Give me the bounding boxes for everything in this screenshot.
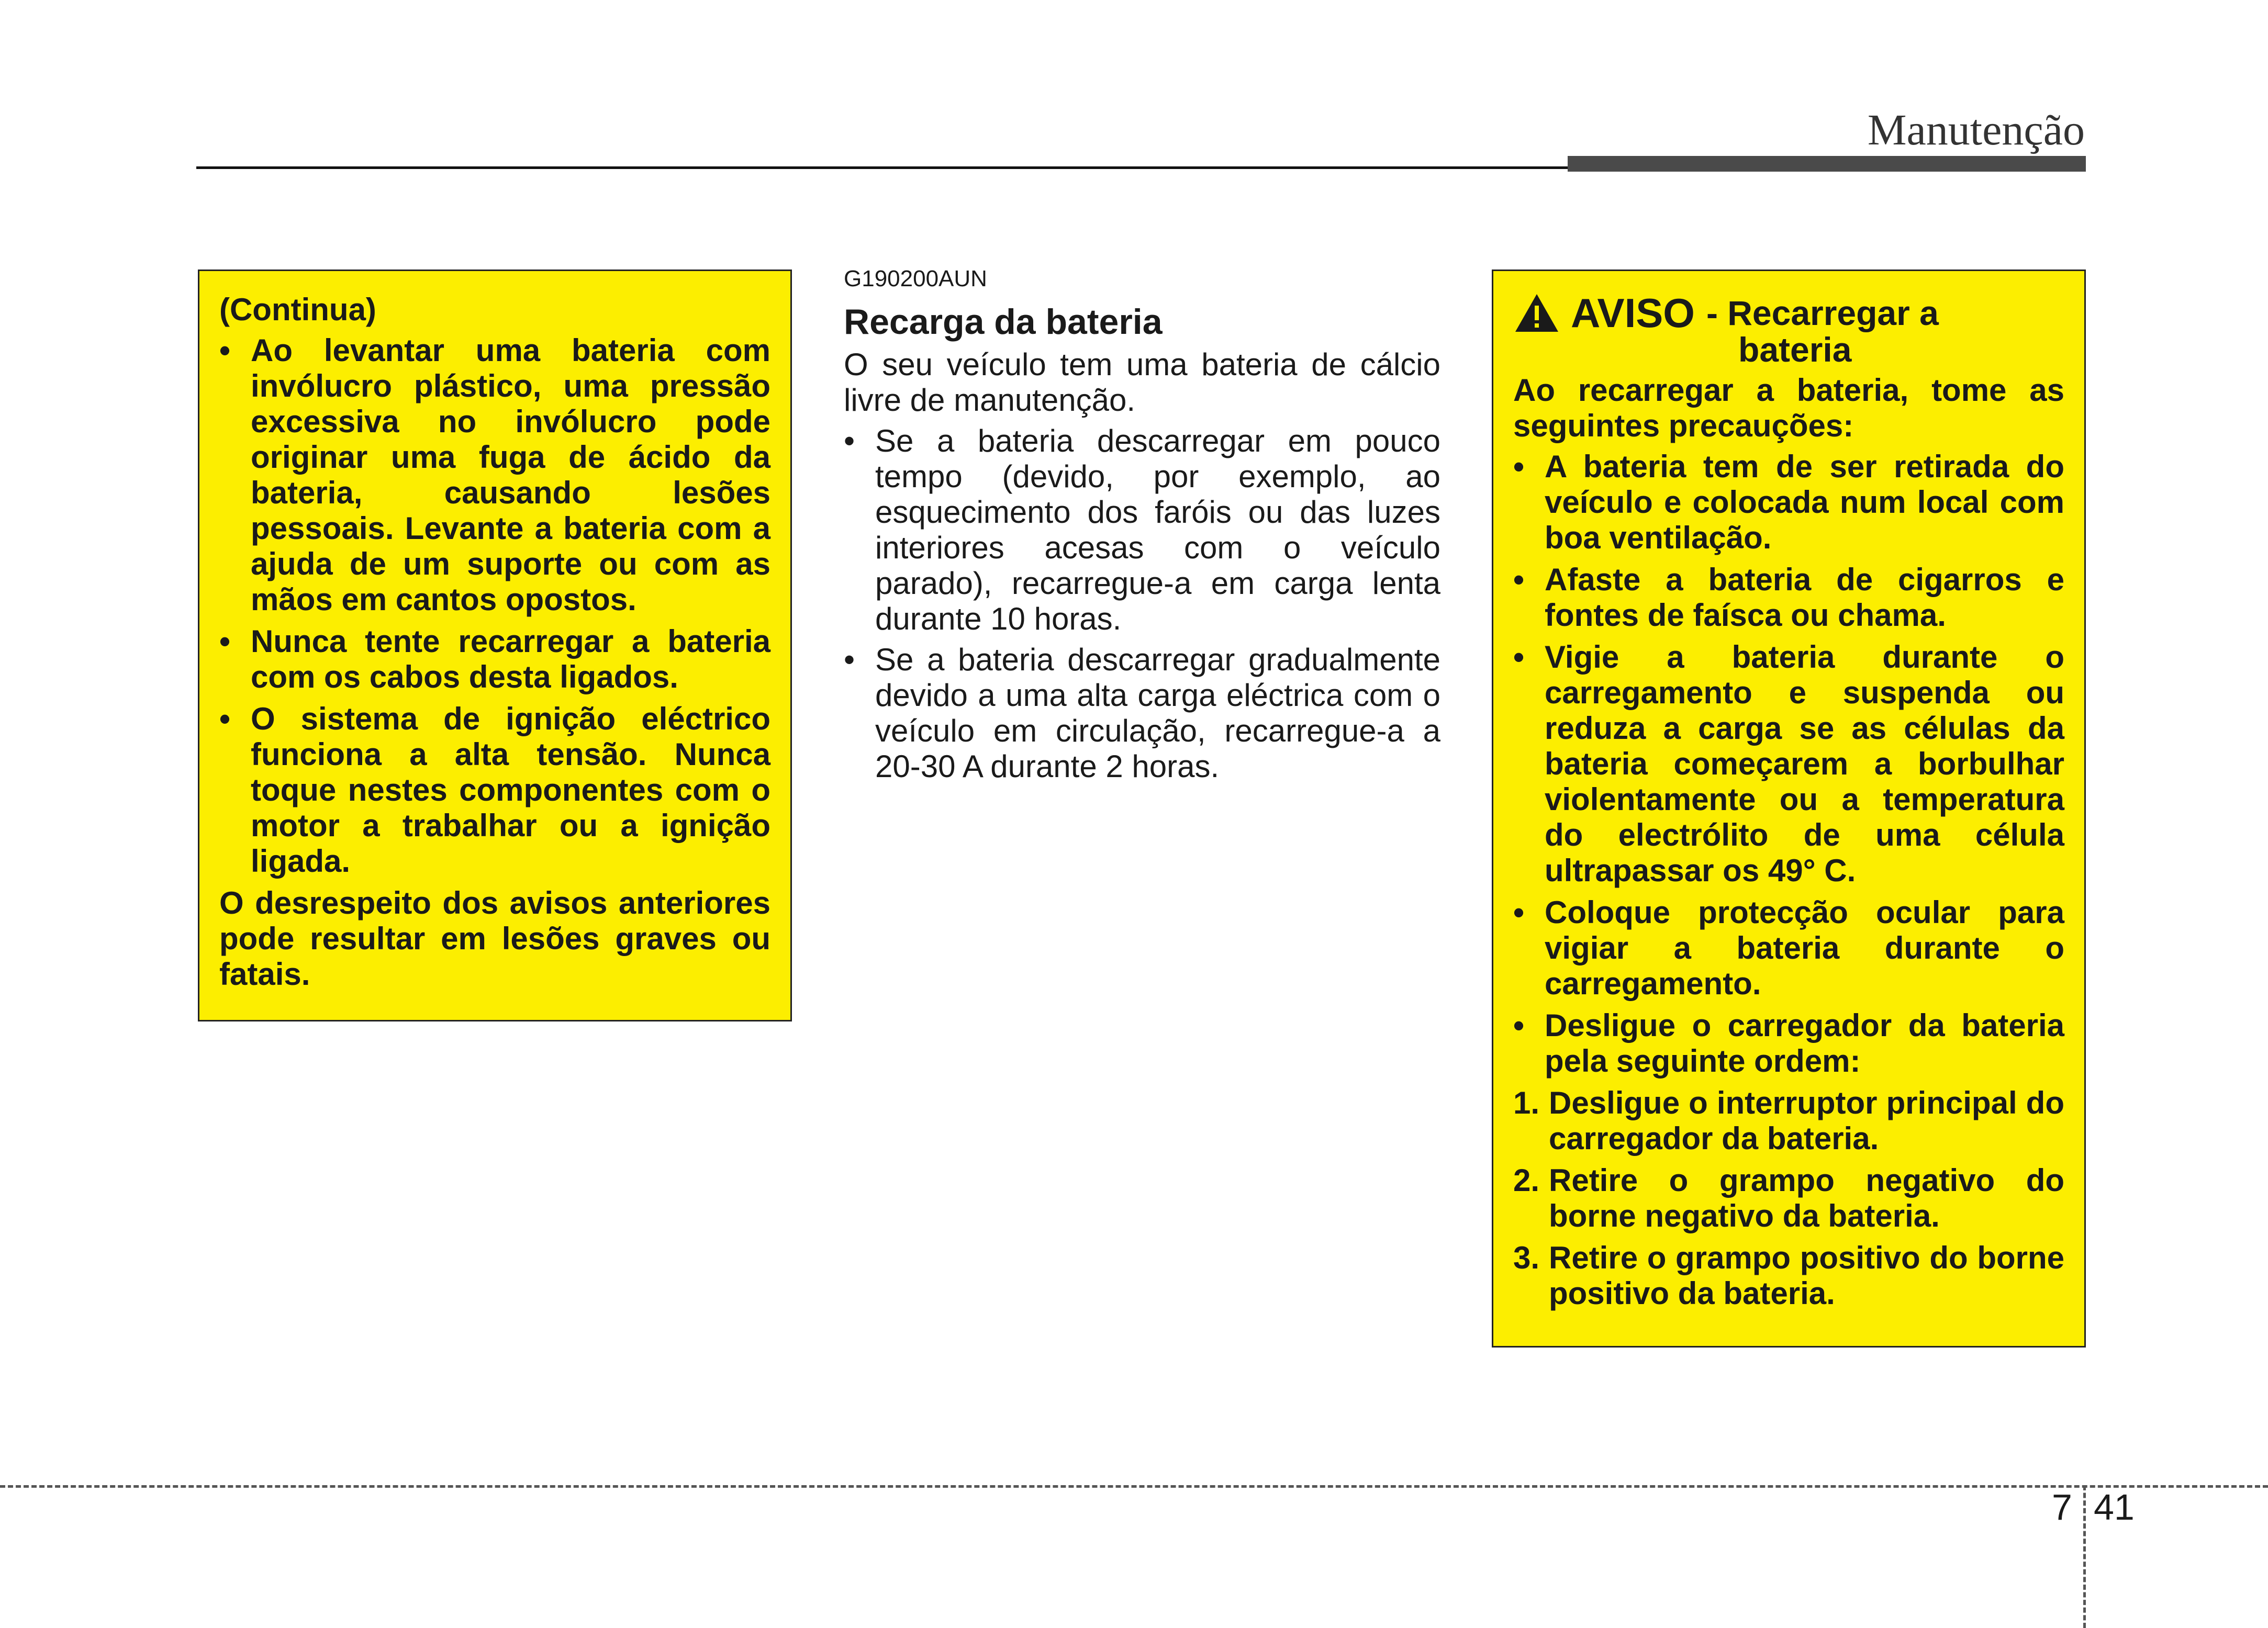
- caution-box-continued: [198, 270, 792, 1021]
- list-item-text: Ao levantar uma bateria com invólucro plástico, uma pressão excessiva no invólucro pode originar uma fuga de ácido da bateria, causando lesões pessoais. Levante a bateria com a ajuda de um suporte ou com as mãos em cantos opostos.: [251, 333, 770, 617]
- list-item-text: Coloque protecção ocular para vigiar a bateria durante o carregamento.: [1545, 895, 2064, 1001]
- list-item-text: Afaste a bateria de cigarros e fontes de faísca ou chama.: [1545, 562, 2064, 633]
- list-item-text: Vigie a bateria durante o carregamento e suspenda ou reduza a carga se as células da bateria começarem a borbulhar violentamente ou a temperatura do electrólito de uma célula ultrapassar os 49° C.: [1545, 639, 2064, 888]
- intro-paragraph: O seu veículo tem uma bateria de cálcio livre de manutenção.: [844, 347, 1440, 418]
- warning-header: [1513, 292, 2064, 334]
- closing-warning: O desrespeito dos avisos anteriores pode resultar em lesões graves ou fatais.: [219, 885, 770, 992]
- list-item-text: Nunca tente recarregar a bateria com os cabos desta ligados.: [251, 624, 770, 694]
- step-number: 2.: [1513, 1163, 1540, 1198]
- list-item: [1513, 562, 2064, 633]
- page-number: 41: [2094, 1487, 2135, 1528]
- numbered-step: [1513, 1163, 2064, 1234]
- section-heading: Recarga da bateria: [844, 302, 1163, 342]
- footer-divider: [0, 1485, 2268, 1488]
- step-text: Desligue o interruptor principal do carregador da bateria.: [1549, 1085, 2064, 1156]
- list-item-text: Se a bateria descarregar em pouco tempo (devido, por exemplo, ao esquecimento dos faróis ou das luzes interiores acesas com o veículo parado), recarregue-a em carga lenta durante 10 horas.: [875, 423, 1440, 636]
- numbered-step: [1513, 1240, 2064, 1311]
- list-item-text: Se a bateria descarregar gradualmente devido a uma alta carga eléctrica com o veículo em circulação, recarregue-a a 20-30 A durante 2 horas.: [875, 642, 1440, 784]
- list-item-text: O sistema de ignição eléctrico funciona a alta tensão. Nunca toque nestes componentes com o motor a trabalhar ou a ignição ligada.: [251, 701, 770, 879]
- bullet-marker: •: [1513, 562, 1525, 597]
- list-item: [1513, 639, 2064, 889]
- continued-label: (Continua): [219, 292, 376, 327]
- list-item: [1513, 895, 2064, 1002]
- bullet-marker: •: [1513, 895, 1525, 930]
- step-number: 3.: [1513, 1240, 1540, 1275]
- section-title: Manutenção: [1867, 106, 2085, 154]
- chapter-number: 7: [2052, 1487, 2072, 1528]
- bullet-marker: •: [219, 701, 231, 736]
- list-item: [844, 642, 1440, 784]
- warning-triangle-icon: [1513, 292, 1560, 334]
- bullet-marker: •: [844, 642, 855, 677]
- list-item-text: A bateria tem de ser retirada do veículo e colocada num local com boa ventilação.: [1545, 449, 2064, 555]
- bullet-marker: •: [1513, 639, 1525, 675]
- list-item: [1513, 449, 2064, 556]
- header-rule-accent: [1568, 156, 2086, 172]
- list-item: [219, 333, 770, 617]
- list-item: [219, 701, 770, 879]
- bullet-marker: •: [219, 333, 231, 368]
- footer-page-divider: [2083, 1485, 2086, 1628]
- bullet-marker: •: [219, 624, 231, 659]
- step-number: 1.: [1513, 1085, 1540, 1120]
- list-item: [844, 423, 1440, 637]
- bullet-marker: •: [1513, 449, 1525, 484]
- bullet-marker: •: [1513, 1008, 1525, 1043]
- list-item: [1513, 1008, 2064, 1079]
- warning-subtitle-continued: bateria: [1738, 330, 1852, 369]
- list-item: [219, 624, 770, 695]
- warning-box: [1492, 270, 2086, 1348]
- step-text: Retire o grampo negativo do borne negativo da bateria.: [1549, 1163, 2064, 1233]
- numbered-step: [1513, 1085, 2064, 1157]
- warning-intro: Ao recarregar a bateria, tome as seguintes precauções:: [1513, 373, 2064, 443]
- battery-recharge-section: [844, 264, 1440, 790]
- warning-subtitle: - Recarregar a: [1706, 294, 1939, 332]
- list-item-text: Desligue o carregador da bateria pela seguinte ordem:: [1545, 1008, 2064, 1079]
- warning-title: AVISO: [1571, 290, 1695, 336]
- document-code: G190200AUN: [844, 266, 987, 291]
- bullet-marker: •: [844, 423, 855, 458]
- step-text: Retire o grampo positivo do borne positivo da bateria.: [1549, 1240, 2064, 1311]
